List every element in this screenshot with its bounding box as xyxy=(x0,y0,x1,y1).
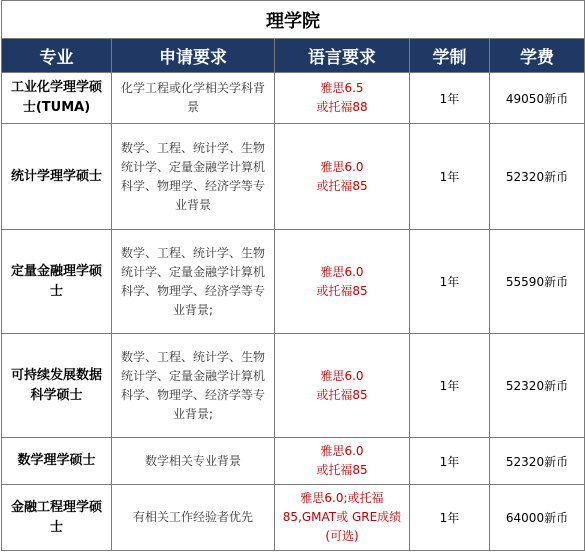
language-text: 雅思6.0;或托福85,GMAT或 GRE成绩(可选) xyxy=(282,491,402,543)
requirement-cell: 数学、工程、统计学、生物统计学、定量金融学计算机科学、物理学、经济学等专业背景 xyxy=(112,124,275,230)
table-row xyxy=(2,438,585,485)
language-text: 雅思6.5 或托福88 xyxy=(316,81,368,114)
major-cell: 可持续发展数据科学硕士 xyxy=(2,334,112,438)
duration-cell: 1年 xyxy=(410,73,490,124)
major-cell: 统计学理学硕士 xyxy=(2,124,112,230)
major-cell: 工业化学理学硕士(TUMA) xyxy=(2,73,112,124)
fee-cell: 52320新币 xyxy=(490,438,585,485)
language-cell xyxy=(275,485,410,551)
language-cell xyxy=(275,230,410,334)
program-table xyxy=(1,0,585,551)
major-cell: 数学理学硕士 xyxy=(2,438,112,485)
major-cell: 定量金融理学硕士 xyxy=(2,230,112,334)
fee-cell: 49050新币 xyxy=(490,73,585,124)
header-row xyxy=(2,39,585,73)
requirement-cell: 有相关工作经验者优先 xyxy=(112,485,275,551)
language-text: 雅思6.0 或托福85 xyxy=(316,444,368,477)
duration-cell: 1年 xyxy=(410,485,490,551)
table-row xyxy=(2,334,585,438)
table-row xyxy=(2,230,585,334)
header-major: 专业 xyxy=(2,39,112,73)
header-requirements: 申请要求 xyxy=(112,39,275,73)
language-text: 雅思6.0 或托福85 xyxy=(316,368,368,402)
table-row xyxy=(2,485,585,551)
duration-cell: 1年 xyxy=(410,438,490,485)
fee-cell: 52320新币 xyxy=(490,334,585,438)
requirement-cell: 数学、工程、统计学、生物统计学、定量金融学计算机科学、物理学、经济学等专业背景; xyxy=(112,334,275,438)
duration-cell: 1年 xyxy=(410,230,490,334)
table-title: 理学院 xyxy=(2,1,585,39)
fee-cell: 55590新币 xyxy=(490,230,585,334)
language-cell xyxy=(275,73,410,124)
requirement-cell: 化学工程或化学相关学科背景 xyxy=(112,73,275,124)
duration-cell: 1年 xyxy=(410,334,490,438)
table-row xyxy=(2,73,585,124)
language-text: 雅思6.0 或托福85 xyxy=(316,264,368,298)
table-row xyxy=(2,124,585,230)
header-duration: 学制 xyxy=(410,39,490,73)
requirement-cell: 数学相关专业背景 xyxy=(112,438,275,485)
duration-cell: 1年 xyxy=(410,124,490,230)
requirement-cell: 数学、工程、统计学、生物统计学、定量金融学计算机科学、物理学、经济学等专业背景; xyxy=(112,230,275,334)
major-cell: 金融工程理学硕士 xyxy=(2,485,112,551)
language-text: 雅思6.0 或托福85 xyxy=(316,159,368,193)
language-cell xyxy=(275,334,410,438)
fee-cell: 52320新币 xyxy=(490,124,585,230)
language-cell xyxy=(275,124,410,230)
header-language: 语言要求 xyxy=(275,39,410,73)
fee-cell: 64000新币 xyxy=(490,485,585,551)
header-fee: 学费 xyxy=(490,39,585,73)
language-cell xyxy=(275,438,410,485)
